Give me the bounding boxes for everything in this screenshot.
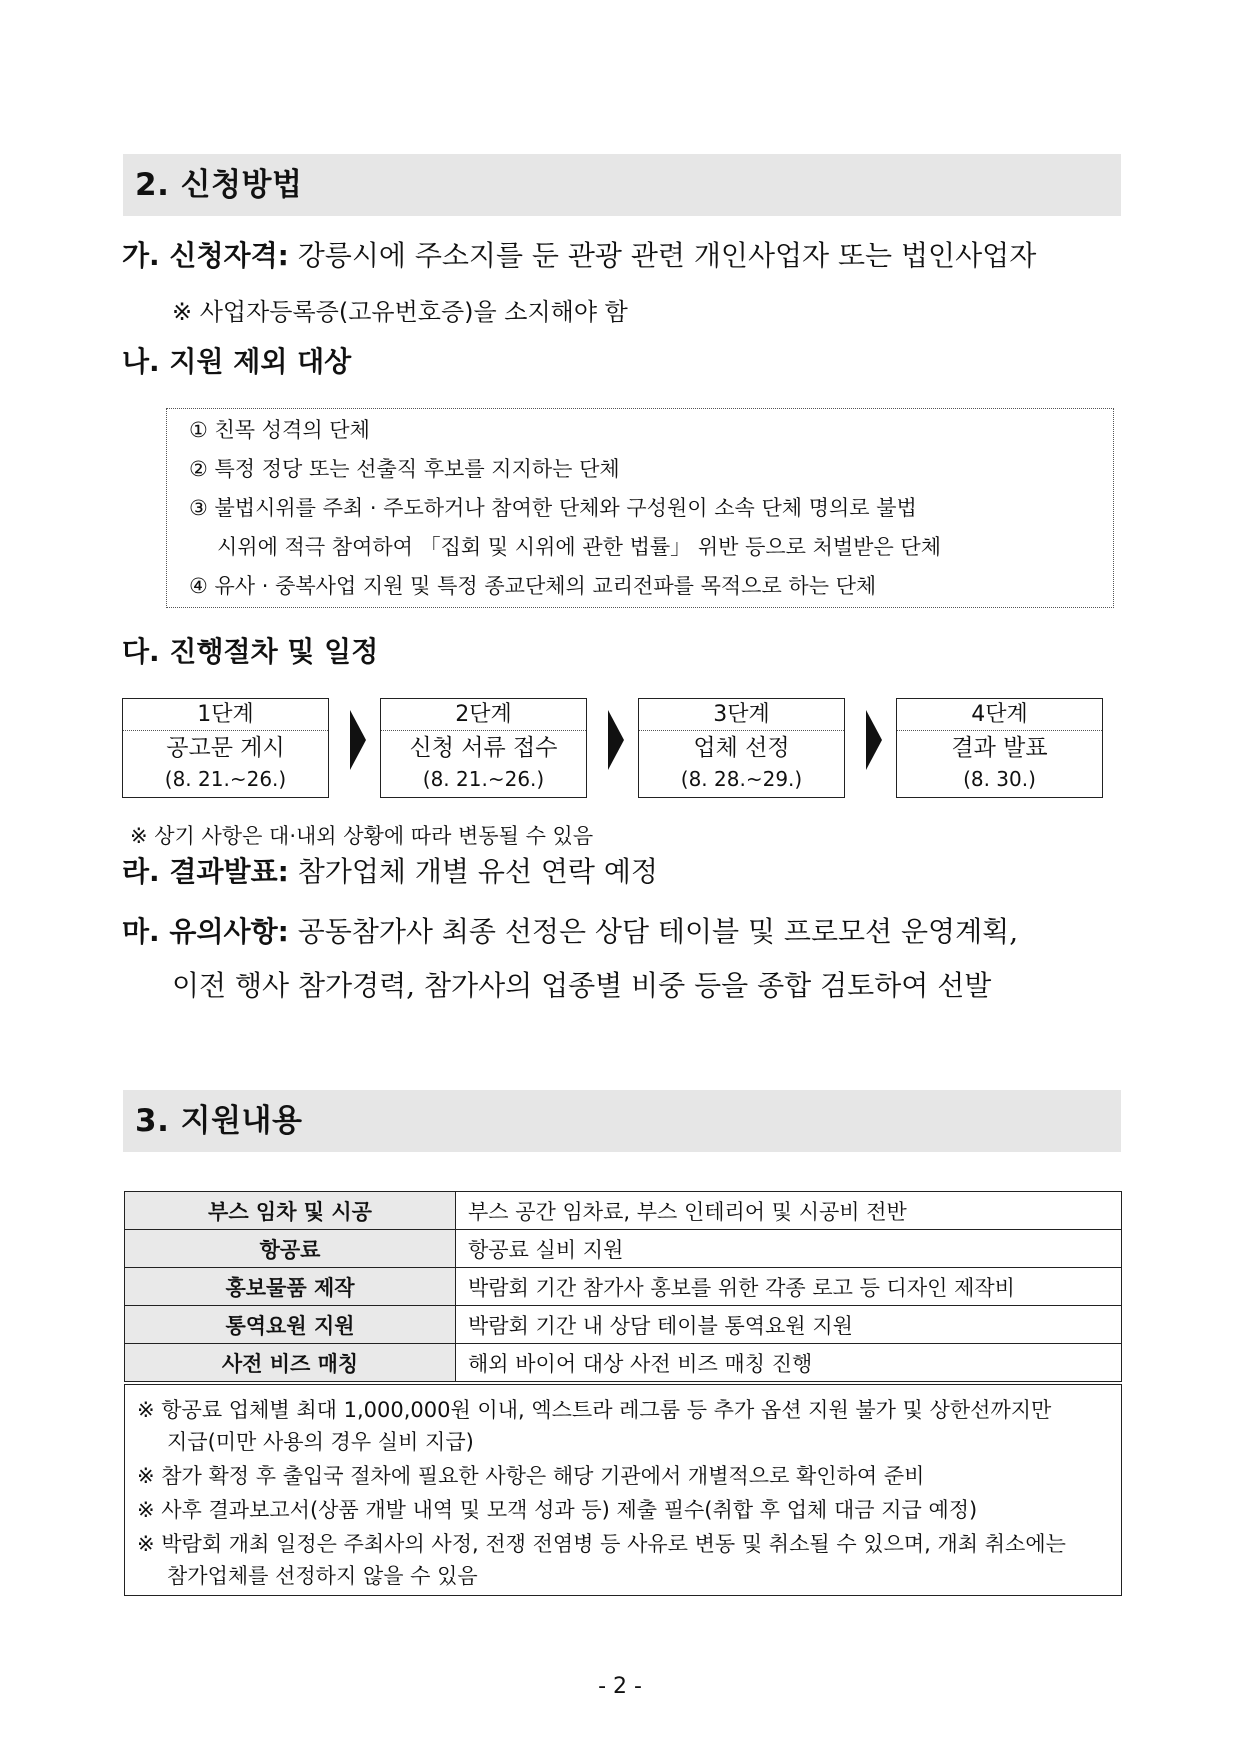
row-value: 부스 공간 임차료, 부스 인테리어 및 시공비 전반 — [456, 1192, 1122, 1230]
arrow-right-icon — [608, 710, 624, 770]
support-note: ※ 항공료 업체별 최대 1,000,000원 이내, 엑스트라 레그룸 등 추가 옵션 지원 불가 및 상한선까지만 — [137, 1398, 1052, 1422]
page-number: - 2 - — [598, 1674, 642, 1699]
item-ma — [122, 912, 1018, 952]
item-ra — [122, 852, 658, 892]
exclusion-box — [166, 408, 1114, 608]
item-ga-note: ※ 사업자등록증(고유번호증)을 소지해야 함 — [172, 298, 628, 326]
process-step — [638, 698, 845, 798]
process-step — [122, 698, 329, 798]
exclusion-item: ④ 유사 · 중복사업 지원 및 특정 종교단체의 교리전파를 목적으로 하는 단체 — [189, 574, 877, 598]
support-note: 참가업체를 선정하지 않을 수 있음 — [167, 1564, 478, 1588]
exclusion-item: ② 특정 정당 또는 선출직 후보를 지지하는 단체 — [189, 457, 620, 481]
item-na-label: 나. 지원 제외 대상 — [122, 345, 352, 378]
schedule-note: ※ 상기 사항은 대·내외 상황에 따라 변동될 수 있음 — [130, 824, 594, 848]
step-date: (8. 21.~26.) — [164, 767, 287, 791]
step-title: 신청 서류 접수 — [409, 735, 558, 761]
exclusion-item: 시위에 적극 참여하여 「집회 및 시위에 관한 법률」 위반 등으로 처벌받은 단체 — [217, 535, 942, 559]
step-date: (8. 30.) — [963, 767, 1036, 791]
section-3-header — [123, 1090, 1121, 1152]
step-stage: 2단계 — [381, 699, 586, 731]
support-note: ※ 사후 결과보고서(상품 개발 내역 및 모객 성과 등) 제출 필수(취합 후 업체 대금 지급 예정) — [137, 1498, 978, 1522]
item-ra-text: 참가업체 개별 유선 연락 예정 — [297, 855, 658, 888]
step-date: (8. 21.~26.) — [422, 767, 545, 791]
row-value: 박람회 기간 참가사 홍보를 위한 각종 로고 등 디자인 제작비 — [456, 1268, 1122, 1306]
support-note: 지급(미만 사용의 경우 실비 지급) — [167, 1430, 474, 1454]
item-na — [122, 342, 351, 382]
row-label: 사전 비즈 매칭 — [125, 1344, 456, 1382]
step-stage: 4단계 — [897, 699, 1102, 731]
item-ma-label: 마. 유의사항: — [122, 915, 289, 948]
support-note: ※ 참가 확정 후 출입국 절차에 필요한 사항은 해당 기관에서 개별적으로 확인하여 준비 — [137, 1464, 925, 1488]
arrow-right-icon — [350, 710, 366, 770]
table-row — [125, 1268, 1122, 1306]
step-title: 결과 발표 — [951, 735, 1048, 761]
row-label: 부스 임차 및 시공 — [125, 1192, 456, 1230]
row-value: 해외 바이어 대상 사전 비즈 매칭 진행 — [456, 1344, 1122, 1382]
item-ga-label: 가. 신청자격: — [122, 239, 289, 272]
exclusion-item: ③ 불법시위를 주최 · 주도하거나 참여한 단체와 구성원이 소속 단체 명의로 불법 — [189, 496, 917, 520]
table-row — [125, 1192, 1122, 1230]
support-note: ※ 박람회 개최 일정은 주최사의 사정, 전쟁 전염병 등 사유로 변동 및 취소될 수 있으며, 개최 취소에는 — [137, 1532, 1066, 1556]
step-title: 공고문 게시 — [166, 735, 285, 761]
item-ra-label: 라. 결과발표: — [122, 855, 289, 888]
item-da-label: 다. 진행절차 및 일정 — [122, 635, 379, 668]
row-label: 통역요원 지원 — [125, 1306, 456, 1344]
support-notes-box — [124, 1384, 1122, 1596]
table-row — [125, 1230, 1122, 1268]
item-ma-text-continued: 이전 행사 참가경력, 참가사의 업종별 비중 등을 종합 검토하여 선발 — [172, 969, 992, 1002]
table-row — [125, 1306, 1122, 1344]
step-stage: 1단계 — [123, 699, 328, 731]
item-da — [122, 632, 378, 672]
item-ga-text: 강릉시에 주소지를 둔 관광 관련 개인사업자 또는 법인사업자 — [297, 239, 1037, 272]
row-value: 박람회 기간 내 상담 테이블 통역요원 지원 — [456, 1306, 1122, 1344]
row-value: 항공료 실비 지원 — [456, 1230, 1122, 1268]
section-2-header — [123, 154, 1121, 216]
support-table — [124, 1191, 1122, 1382]
step-date: (8. 28.~29.) — [680, 767, 803, 791]
arrow-right-icon — [866, 710, 882, 770]
item-ma-text: 공동참가사 최종 선정은 상담 테이블 및 프로모션 운영계획, — [297, 915, 1019, 948]
section-3-title: 3. 지원내용 — [135, 1103, 303, 1139]
section-2-title: 2. 신청방법 — [135, 167, 303, 203]
table-row — [125, 1344, 1122, 1382]
process-step — [896, 698, 1103, 798]
exclusion-item: ① 친목 성격의 단체 — [189, 418, 370, 442]
row-label: 홍보물품 제작 — [125, 1268, 456, 1306]
item-ga — [122, 236, 1036, 276]
row-label: 항공료 — [125, 1230, 456, 1268]
step-stage: 3단계 — [639, 699, 844, 731]
step-title: 업체 선정 — [693, 735, 790, 761]
process-step — [380, 698, 587, 798]
